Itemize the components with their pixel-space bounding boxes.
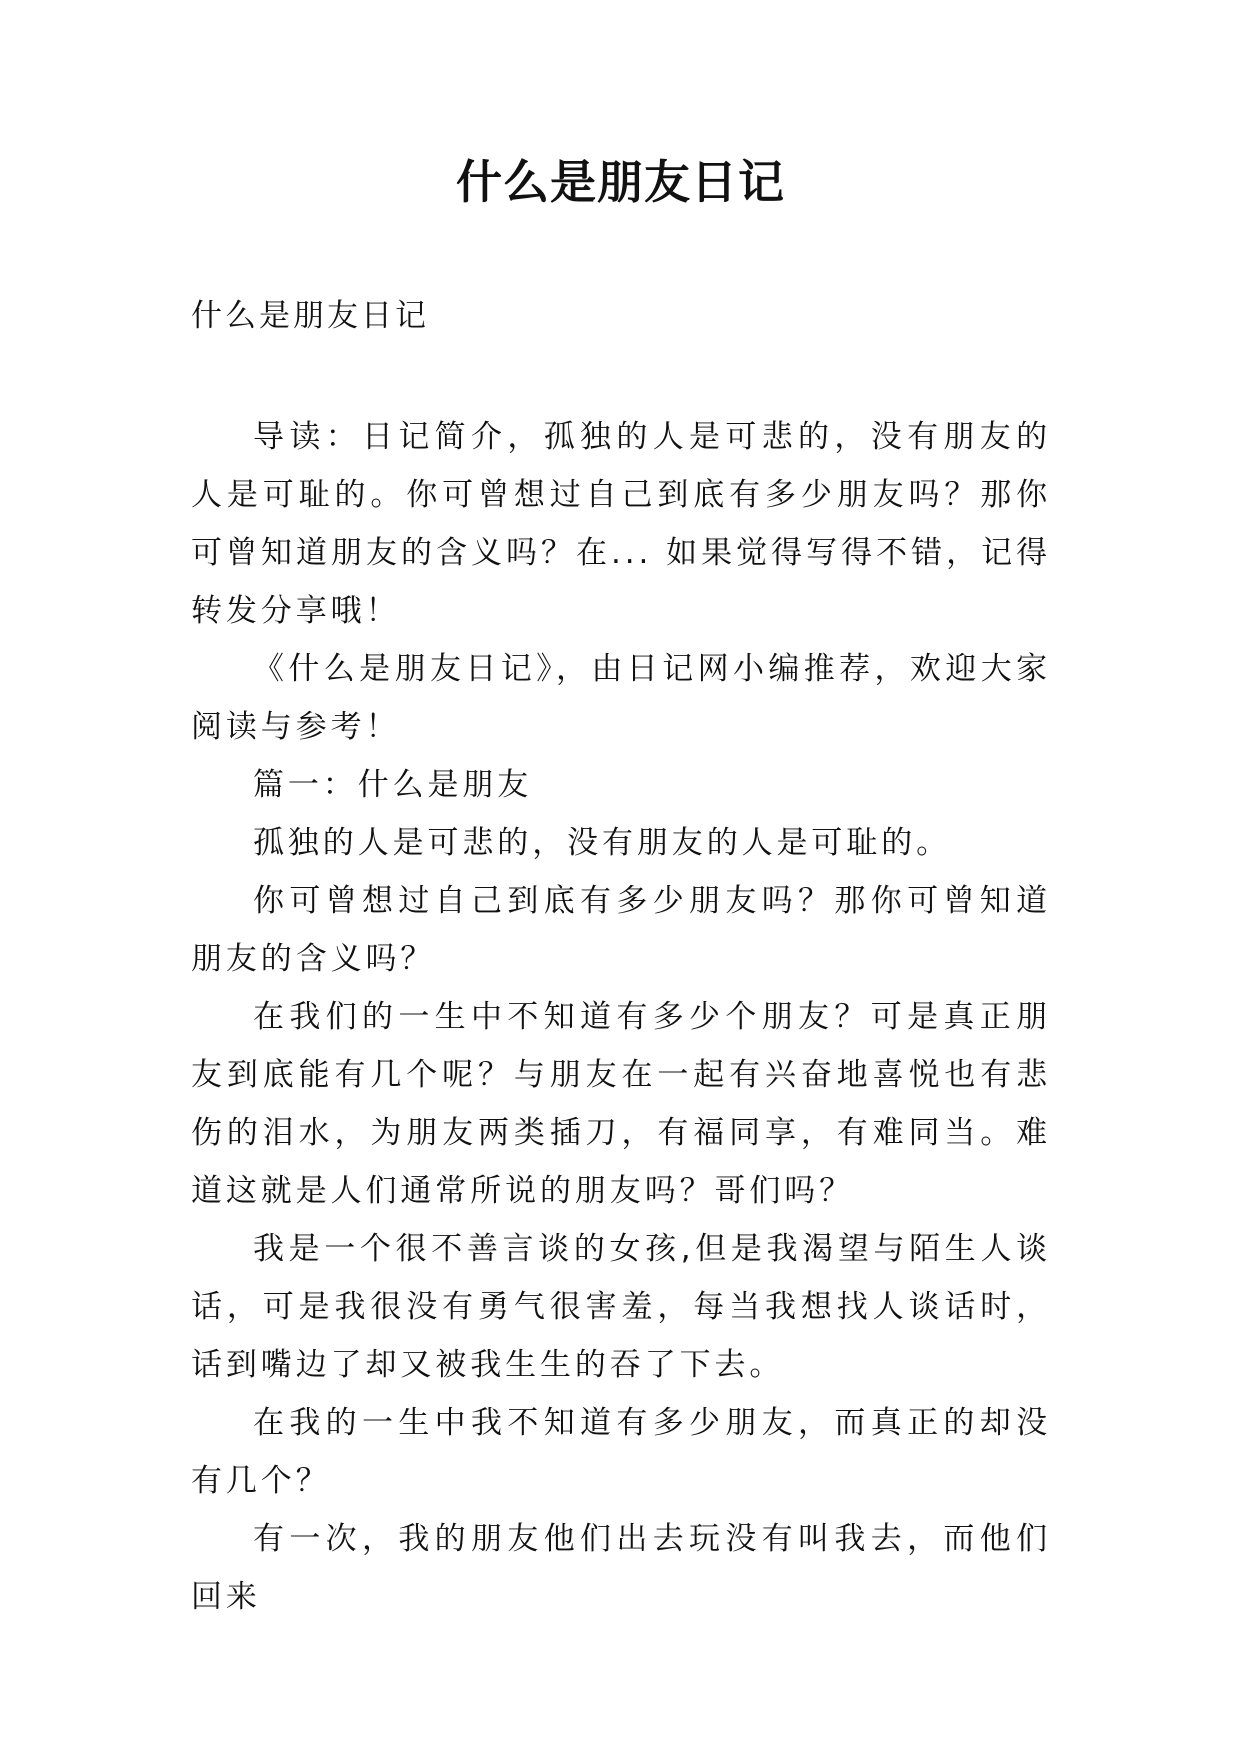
paragraph: 在我的一生中我不知道有多少朋友，而真正的却没有几个？: [191, 1405, 1051, 1499]
paragraph: 我是一个很不善言谈的女孩,但是我渴望与陌生人谈话，可是我很没有勇气很害羞，每当我想找人谈话时，话到嘴边了却又被我生生的吞了下去。: [191, 1231, 1051, 1383]
document-body: [191, 408, 1051, 1626]
paragraph-recommendation: 《什么是朋友日记》，由日记网小编推荐，欢迎大家阅读与参考！: [191, 651, 1051, 745]
paragraph: 有一次，我的朋友他们出去玩没有叫我去，而他们回来: [191, 1521, 1051, 1615]
section-heading: 篇一：什么是朋友: [253, 767, 533, 803]
paragraph: 你可曾想过自己到底有多少朋友吗？那你可曾知道朋友的含义吗？: [191, 883, 1051, 977]
paragraph: 孤独的人是可悲的，没有朋友的人是可耻的。: [253, 825, 951, 861]
document-title: 什么是朋友日记: [456, 155, 785, 209]
paragraph: 在我们的一生中不知道有多少个朋友？可是真正朋友到底能有几个呢？与朋友在一起有兴奋地喜悦也有悲伤的泪水，为朋友两类插刀，有福同享，有难同当。难道这就是人们通常所说的朋友吗？哥们吗？: [191, 999, 1051, 1209]
document-subtitle: 什么是朋友日记: [191, 298, 429, 334]
paragraph-intro: 导读：日记简介，孤独的人是可悲的，没有朋友的人是可耻的。你可曾想过自己到底有多少朋友吗？那你可曾知道朋友的含义吗？在... 如果觉得写得不错，记得转发分享哦！: [191, 419, 1051, 629]
